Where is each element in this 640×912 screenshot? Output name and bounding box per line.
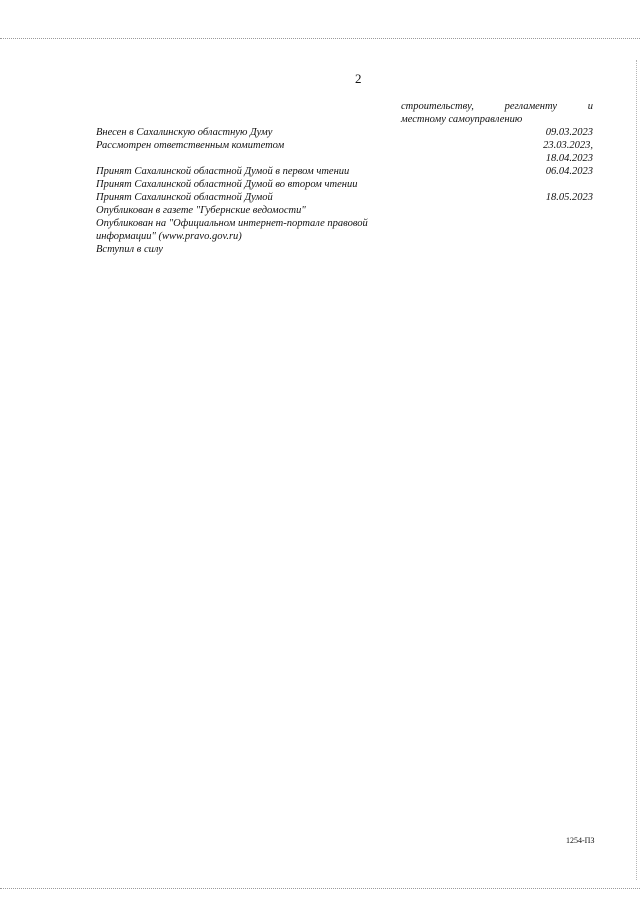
history-date: 06.04.2023 [545, 166, 593, 177]
scan-artifact-edge [636, 60, 638, 880]
committee-name [401, 100, 593, 126]
history-label: Опубликован в газете "Губернские ведомости" [96, 205, 306, 216]
history-date: 18.05.2023 [545, 192, 593, 203]
history-row [96, 126, 593, 139]
history-label: Рассмотрен ответственным комитетом [96, 140, 285, 151]
history-row [96, 217, 593, 243]
history-date: 09.03.2023 [545, 127, 593, 138]
committee-word: и [587, 101, 593, 112]
history-row [96, 204, 593, 217]
history-date: 23.03.2023, 18.04.2023 [543, 140, 593, 164]
history-row [96, 139, 593, 165]
history-label: Принят Сахалинской областной Думой в первом чтении [96, 166, 350, 177]
committee-line-2: местному самоуправлению [401, 114, 523, 125]
history-row [96, 165, 593, 178]
history-label: Опубликован на "Официальном интернет-портале правовой информации" (www.pravo.gov.ru) [96, 218, 368, 242]
history-label: Принят Сахалинской областной Думой во втором чтении [96, 179, 358, 190]
document-code: 1254-ПЗ [566, 836, 595, 845]
page-number: 2 [355, 71, 362, 86]
scan-artifact-bottom [0, 888, 640, 890]
committee-line-1 [401, 100, 593, 113]
history-row [96, 191, 593, 204]
committee-word: регламенту [504, 101, 558, 112]
scan-artifact-top [0, 38, 640, 40]
history-row [96, 243, 593, 256]
legislative-history-list [96, 126, 593, 256]
committee-word: строительству, [401, 101, 474, 112]
history-label: Внесен в Сахалинскую областную Думу [96, 127, 273, 138]
history-label: Вступил в силу [96, 244, 163, 255]
history-label: Принят Сахалинской областной Думой [96, 192, 273, 203]
history-row [96, 178, 593, 191]
